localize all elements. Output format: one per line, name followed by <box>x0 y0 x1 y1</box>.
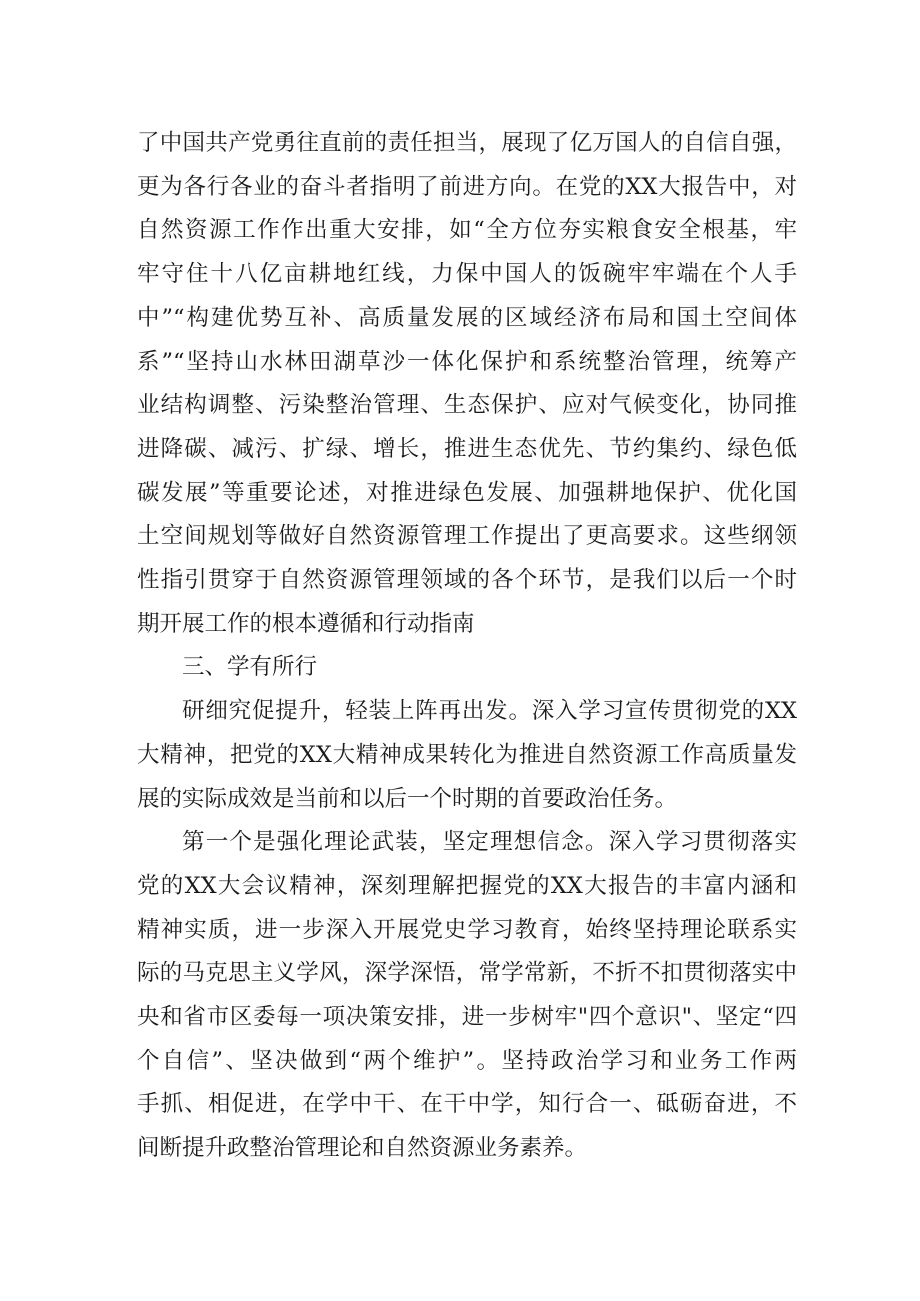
text-line: 党的XX大会议精神，深刻理解把握党的XX大报告的丰富内涵和 <box>137 872 797 899</box>
document-body <box>137 122 797 1171</box>
text-line: 研细究促提升，轻装上阵再出发。深入学习宣传贯彻党的XX <box>182 698 797 725</box>
text-line: 碳发展”等重要论述，对推进绿色发展、加强耕地保护、优化国 <box>137 479 797 506</box>
text-line: 系”“坚持山水林田湖草沙一体化保护和系统整治管理，统筹产 <box>137 348 797 375</box>
text-line: 期开展工作的根本遵循和行动指南 <box>137 610 475 637</box>
text-line: 展的实际成效是当前和以后一个时期的首要政治任务。 <box>137 785 678 812</box>
section-heading <box>137 646 797 690</box>
text-line: 自然资源工作作出重大安排，如“全方位夯实粮食安全根基，牢 <box>137 217 797 244</box>
text-line: 中”“构建优势互补、高质量发展的区域经济布局和国土空间体 <box>137 304 797 331</box>
paragraph-intro <box>137 690 797 821</box>
text-line: 手抓、相促进，在学中干、在干中学，知行合一、砥砺奋进，不 <box>137 1091 797 1118</box>
text-line: 个自信”、坚决做到“两个维护”。坚持政治学习和业务工作两 <box>137 1047 797 1074</box>
section-heading-text: 三、学有所行 <box>182 654 318 681</box>
text-line: 进降碳、减污、扩绿、增长，推进生态优先、节约集约、绿色低 <box>137 435 797 462</box>
text-line: 第一个是强化理论武装，坚定理想信念。深入学习贯彻落实 <box>182 829 797 856</box>
paragraph-theory <box>137 821 797 1171</box>
text-line: 更为各行各业的奋斗者指明了前进方向。在党的XX大报告中，对 <box>137 173 797 200</box>
text-line: 际的马克思主义学风，深学深悟，常学常新，不折不扣贯彻落实中 <box>137 960 797 987</box>
text-line: 了中国共产党勇往直前的责任担当，展现了亿万国人的自信自强， <box>137 130 797 156</box>
text-line: 大精神，把党的XX大精神成果转化为推进自然资源工作高质量发 <box>137 741 797 768</box>
text-line: 央和省市区委每一项决策安排，进一步树牢"四个意识"、坚定“四 <box>137 1004 797 1031</box>
text-line: 土空间规划等做好自然资源管理工作提出了更高要求。这些纲领 <box>137 523 797 550</box>
text-line: 牢守住十八亿亩耕地红线，力保中国人的饭碗牢牢端在个人手 <box>137 261 797 288</box>
text-line: 精神实质，进一步深入开展党史学习教育，始终坚持理论联系实 <box>137 916 797 943</box>
text-line: 间断提升政整治管理论和自然资源业务素养。 <box>137 1135 588 1162</box>
text-line: 性指引贯穿于自然资源管理领域的各个环节，是我们以后一个时 <box>137 567 797 594</box>
paragraph-context <box>137 122 797 646</box>
text-line: 业结构调整、污染整治管理、生态保护、应对气候变化，协同推 <box>137 392 797 419</box>
